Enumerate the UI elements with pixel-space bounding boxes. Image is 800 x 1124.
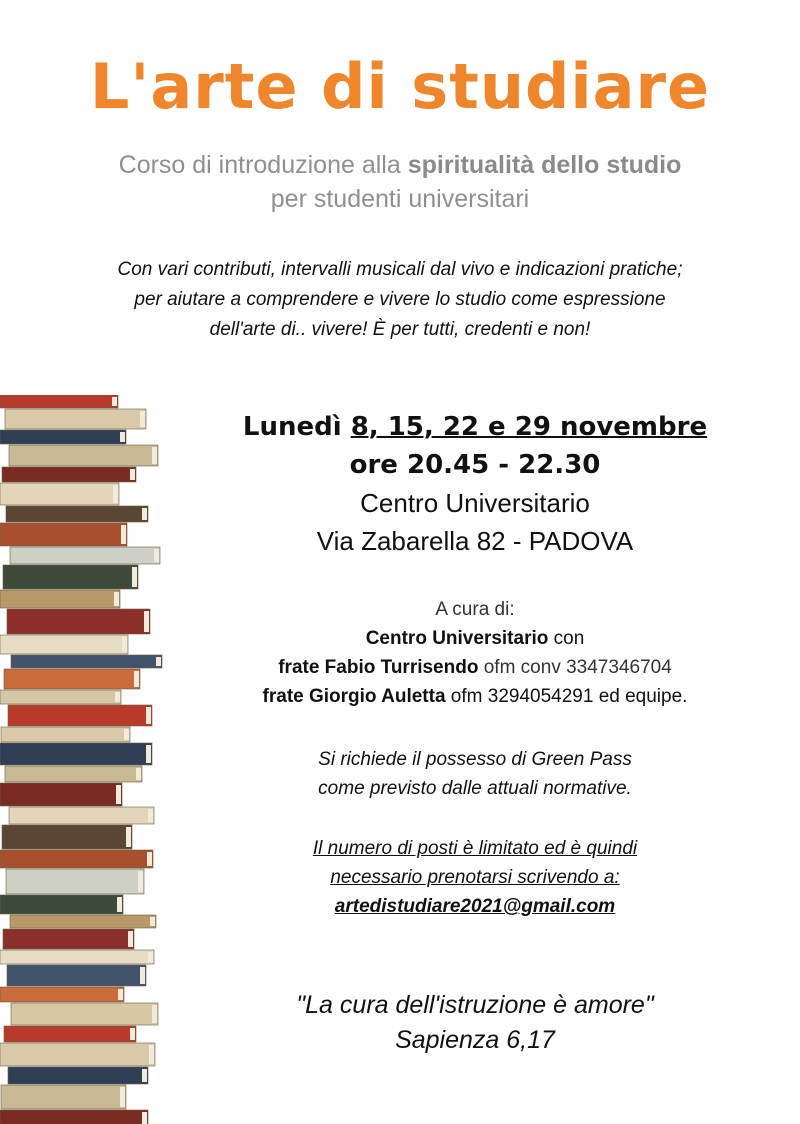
book-pages: [134, 671, 139, 687]
book: [1, 727, 130, 742]
organizers: [160, 595, 790, 711]
book: [3, 565, 138, 589]
book: [10, 915, 156, 928]
book: [0, 483, 119, 505]
organizers-org: [160, 624, 790, 653]
booking-line-1: Il numero di posti è limitato ed è quindi: [312, 838, 638, 859]
book-pages: [122, 637, 127, 652]
book: [3, 929, 134, 949]
event-venue: Centro Universitario: [360, 488, 590, 518]
book: [0, 430, 126, 444]
book-pages: [140, 411, 145, 427]
book-pages: [118, 989, 123, 1000]
book-pages: [146, 745, 151, 763]
book-pages: [116, 785, 121, 804]
book-stack: [0, 395, 162, 1124]
book-pages: [152, 1005, 157, 1023]
book: [4, 669, 140, 689]
book: [7, 609, 150, 634]
book-pages: [132, 567, 137, 587]
organizer-org-suffix: con: [548, 628, 585, 649]
book: [0, 895, 123, 914]
book-pages: [140, 967, 145, 984]
book: [0, 783, 122, 806]
book-pages: [142, 1069, 147, 1082]
organizer-person-2: [160, 682, 790, 711]
organizer-person-2-name: frate Giorgio Auletta: [262, 686, 446, 707]
booking-notice: [160, 834, 790, 921]
book-pages: [130, 469, 135, 480]
book: [0, 850, 153, 868]
book-pages: [115, 692, 120, 702]
intro-line-3: dell'arte di.. vivere! È per tutti, credenti e non!: [209, 319, 591, 340]
subtitle-prefix: Corso di introduzione alla: [118, 151, 408, 179]
intro-text: [0, 255, 800, 345]
book-pages: [148, 952, 153, 962]
subtitle: [0, 148, 800, 216]
organizer-org-name: Centro Universitario: [365, 628, 549, 649]
book-pages: [113, 485, 118, 503]
book: [2, 467, 136, 482]
book-pages: [120, 1087, 125, 1107]
organizer-person-1: [160, 653, 790, 682]
event-dates: [160, 408, 790, 446]
booking-email-link[interactable]: artedistudiare2021@gmail.com: [334, 896, 616, 917]
book: [11, 655, 162, 668]
book: [0, 1043, 155, 1066]
book-pages: [142, 1112, 147, 1124]
book: [9, 807, 154, 824]
intro-line-1: Con vari contributi, intervalli musicali dal vivo e indicazioni pratiche;: [117, 259, 683, 280]
book: [10, 547, 160, 564]
organizer-person-2-detail: ofm 3294054291 ed equipe.: [445, 686, 688, 707]
book-pages: [114, 592, 119, 606]
subtitle-line-2: per studenti universitari: [270, 185, 530, 213]
event-address: Via Zabarella 82 - PADOVA: [316, 526, 634, 556]
book: [0, 690, 121, 704]
green-pass-notice: [160, 745, 790, 803]
subtitle-line-1: [0, 148, 800, 182]
event-hours: ore 20.45 - 22.30: [349, 450, 601, 480]
book: [6, 506, 148, 522]
book-pages: [138, 871, 143, 892]
book-pages: [147, 852, 152, 866]
book: [11, 1003, 158, 1025]
book-pages: [128, 931, 133, 947]
quote: [160, 988, 790, 1058]
book: [7, 965, 146, 986]
event-dates-list: 8, 15, 22 e 29 novembre: [350, 412, 708, 442]
book: [0, 743, 152, 765]
book-pages: [142, 508, 147, 520]
book-stack-illustration: [0, 395, 170, 1124]
book-pages: [112, 397, 117, 406]
book-pages: [120, 432, 125, 442]
organizers-label: A cura di:: [435, 599, 515, 620]
book-pages: [136, 768, 141, 780]
book-pages: [148, 809, 153, 822]
book-pages: [124, 729, 129, 740]
green-pass-line-1: Si richiede il possesso di Green Pass: [318, 749, 632, 770]
book-pages: [149, 1045, 154, 1064]
book-pages: [126, 827, 131, 847]
book: [1, 1085, 126, 1109]
book-pages: [130, 1028, 135, 1040]
intro-line-2: per aiutare a comprendere e vivere lo studio come espressione: [134, 289, 666, 310]
book-pages: [146, 707, 151, 724]
quote-source: Sapienza 6,17: [395, 1026, 555, 1054]
event-details: [160, 408, 790, 560]
book-pages: [152, 447, 157, 464]
book: [0, 635, 128, 654]
book: [6, 869, 144, 894]
poster-title: L'arte di studiare: [89, 50, 711, 123]
book-pages: [144, 611, 149, 632]
book: [2, 825, 132, 849]
book: [5, 409, 146, 429]
quote-text: "La cura dell'istruzione è amore": [296, 991, 654, 1019]
green-pass-line-2: come previsto dalle attuali normative.: [318, 778, 632, 799]
book: [8, 705, 152, 726]
book: [0, 987, 124, 1002]
book: [5, 766, 142, 782]
book-pages: [154, 549, 159, 562]
organizer-person-1-name: frate Fabio Turrisendo: [278, 657, 479, 678]
book-pages: [150, 917, 155, 926]
book: [9, 445, 158, 466]
book: [0, 950, 154, 964]
subtitle-highlight: spiritualità dello studio: [407, 151, 682, 179]
book: [0, 590, 120, 608]
event-day-label: Lunedì: [242, 412, 351, 442]
book: [0, 523, 127, 546]
book: [0, 1110, 148, 1124]
book: [0, 395, 118, 408]
booking-line-2: necessario prenotarsi scrivendo a:: [330, 867, 620, 888]
book: [8, 1067, 148, 1084]
book-pages: [121, 525, 126, 544]
book-pages: [117, 897, 122, 912]
organizer-person-1-detail: ofm conv 3347346704: [478, 657, 672, 678]
book: [4, 1026, 136, 1042]
